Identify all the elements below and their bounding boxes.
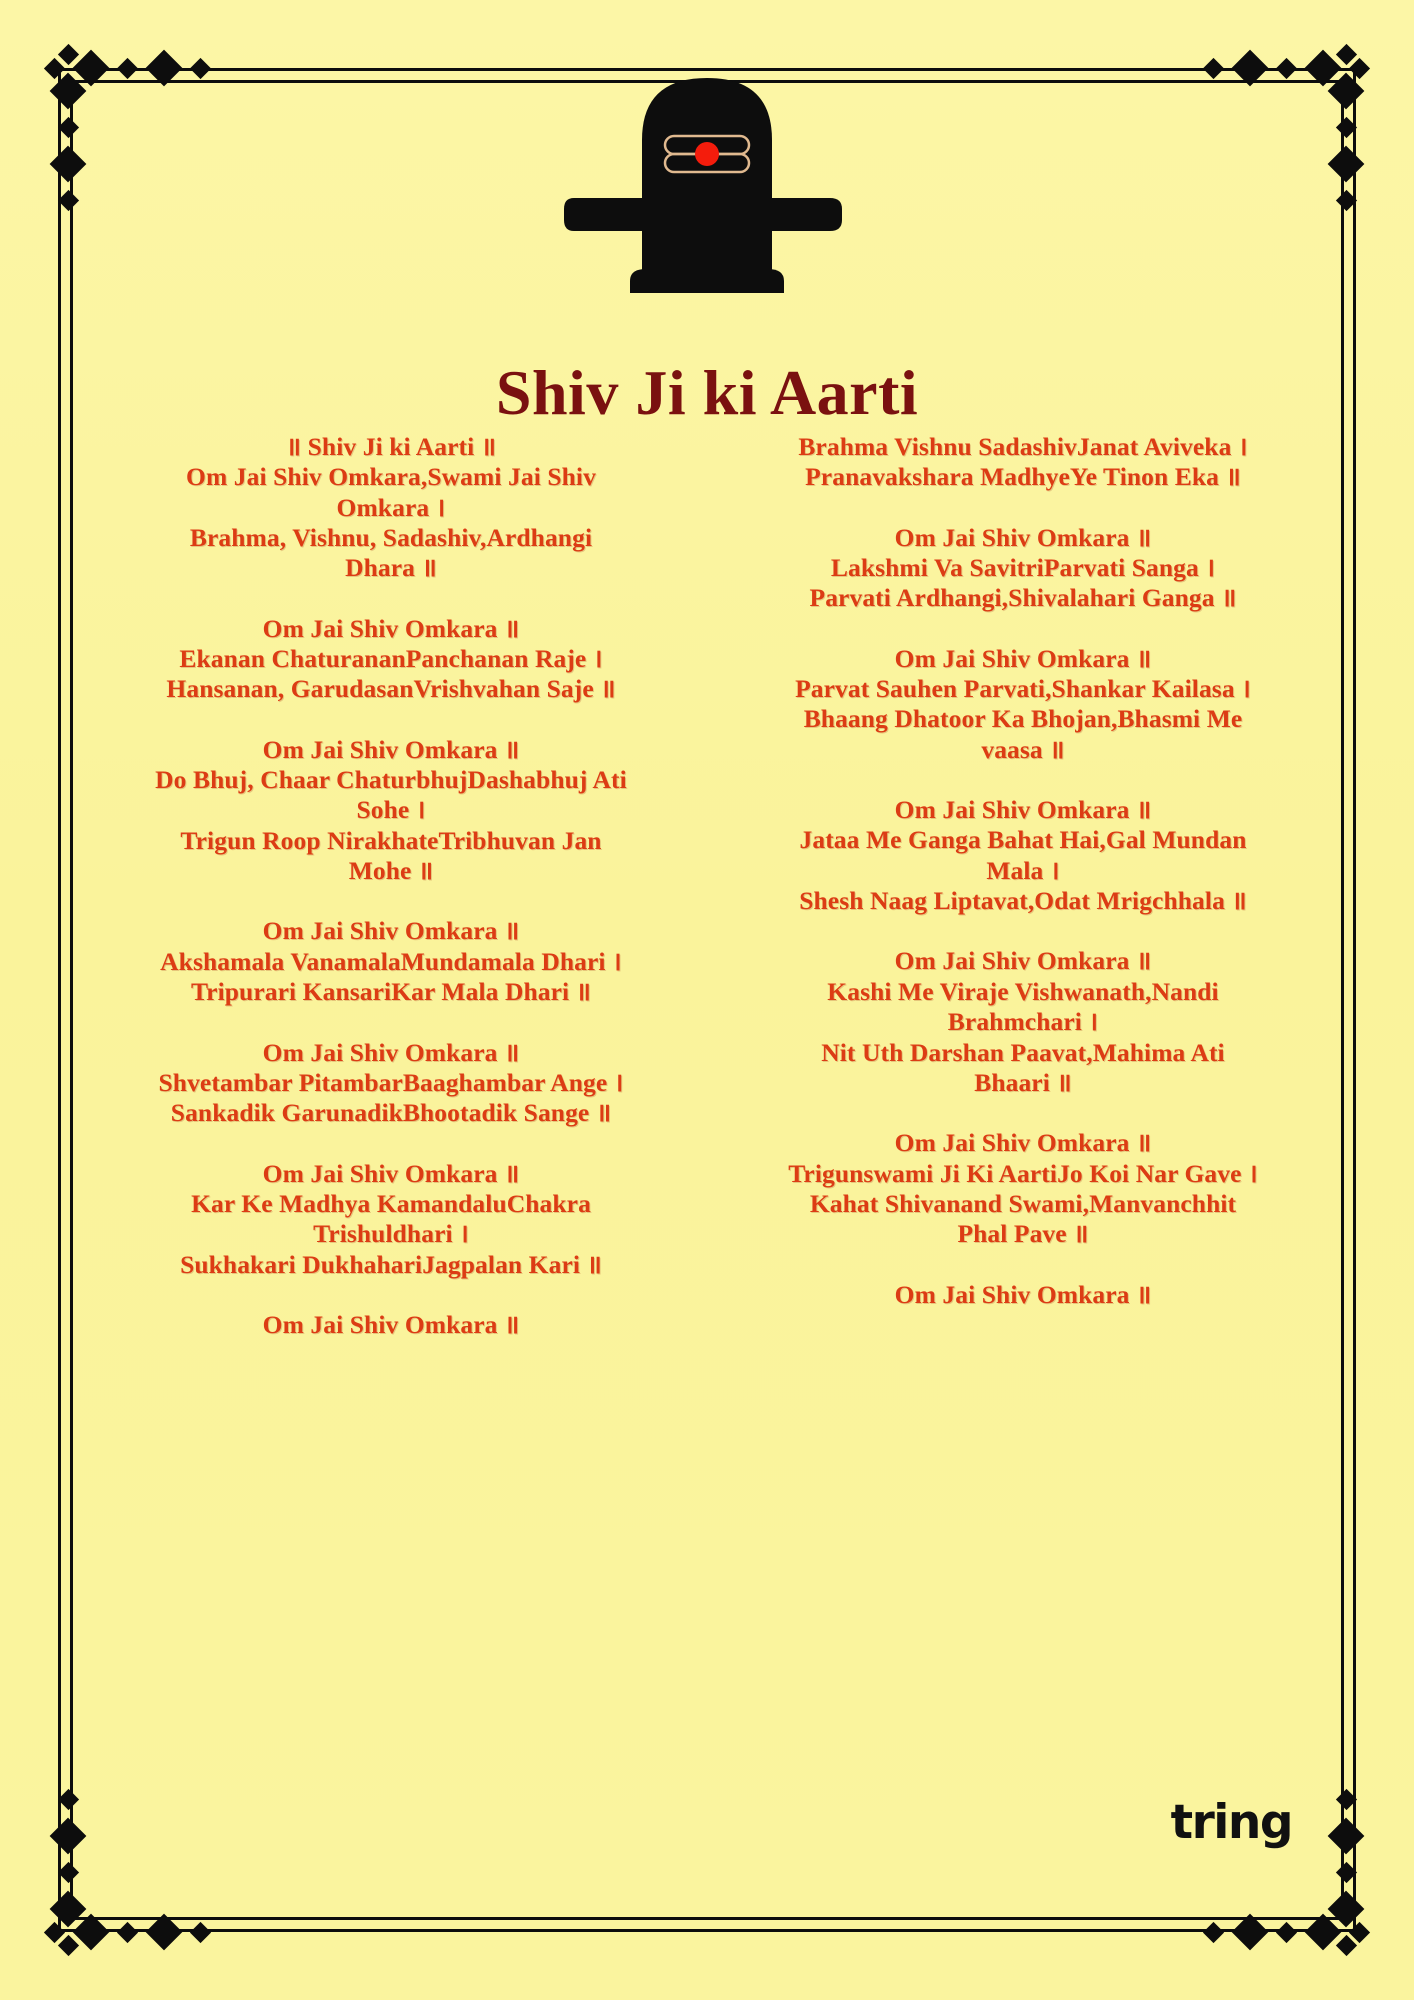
lyrics-line: Phal Pave ॥ bbox=[957, 1219, 1089, 1249]
lyrics-line: Mala । bbox=[986, 855, 1060, 885]
shiva-lingam-icon-wrapper bbox=[0, 78, 1414, 293]
lyrics-stanza bbox=[96, 916, 686, 1007]
lyrics-stanza bbox=[96, 614, 686, 705]
lyrics-line: Nit Uth Darshan Paavat,Mahima Ati bbox=[821, 1037, 1225, 1067]
lyrics-line: Om Jai Shiv Omkara ॥ bbox=[262, 1037, 520, 1067]
lyrics-stanza bbox=[728, 946, 1318, 1098]
lyrics-line: Om Jai Shiv Omkara ॥ bbox=[894, 946, 1152, 976]
lyrics-line: Parvat Sauhen Parvati,Shankar Kailasa । bbox=[795, 674, 1251, 704]
shiva-lingam-icon bbox=[562, 78, 852, 293]
lyrics-column-left bbox=[96, 432, 686, 1340]
lyrics-line: Sohe । bbox=[356, 795, 426, 825]
lyrics-line: Bhaari ॥ bbox=[974, 1067, 1072, 1097]
lyrics-line: Trigunswami Ji Ki AartiJo Koi Nar Gave । bbox=[788, 1158, 1258, 1188]
lyrics-line: Tripurari KansariKar Mala Dhari ॥ bbox=[190, 977, 592, 1007]
lyrics-line: Jataa Me Ganga Bahat Hai,Gal Mundan bbox=[799, 825, 1247, 855]
lyrics-stanza bbox=[728, 432, 1318, 493]
lyrics-line: Om Jai Shiv Omkara ॥ bbox=[894, 795, 1152, 825]
lyrics-line: Kahat Shivanand Swami,Manvanchhit bbox=[809, 1188, 1237, 1218]
lyrics-line: Trigun Roop NirakhateTribhuvan Jan bbox=[180, 825, 602, 855]
lyrics-stanza bbox=[728, 523, 1318, 614]
lyrics-line: Om Jai Shiv Omkara ॥ bbox=[262, 916, 520, 946]
lyrics-stanza bbox=[728, 1128, 1318, 1249]
lyrics-line: Brahmchari । bbox=[947, 1007, 1099, 1037]
lyrics-stanza bbox=[96, 735, 686, 887]
lyrics-line: Kashi Me Viraje Vishwanath,Nandi bbox=[827, 976, 1219, 1006]
lyrics-line: Parvati Ardhangi,Shivalahari Ganga ॥ bbox=[809, 583, 1237, 613]
lyrics-line: Om Jai Shiv Omkara ॥ bbox=[262, 613, 520, 643]
lyrics-stanza bbox=[96, 1038, 686, 1129]
lyrics-columns bbox=[96, 432, 1318, 1340]
lyrics-stanza bbox=[96, 1310, 686, 1340]
lyrics-stanza bbox=[96, 1159, 686, 1280]
lyrics-line: Do Bhuj, Chaar ChaturbhujDashabhuj Ati bbox=[155, 765, 627, 795]
lyrics-line: Ekanan ChaturananPanchanan Raje । bbox=[179, 644, 603, 674]
lyrics-line: Mohe ॥ bbox=[348, 856, 434, 886]
lyrics-line: Brahma, Vishnu, Sadashiv,Ardhangi bbox=[189, 523, 593, 553]
bindi-dot bbox=[695, 142, 719, 166]
lyrics-line: Shesh Naag Liptavat,Odat Mrigchhala ॥ bbox=[799, 886, 1247, 916]
lyrics-line: vaasa ॥ bbox=[981, 734, 1065, 764]
lyrics-line: Dhara ॥ bbox=[345, 553, 437, 583]
lyrics-line: Om Jai Shiv Omkara ॥ bbox=[894, 1279, 1152, 1309]
lyrics-line: Om Jai Shiv Omkara ॥ bbox=[262, 1309, 520, 1339]
lyrics-line: Hansanan, GarudasanVrishvahan Saje ॥ bbox=[166, 674, 616, 704]
lyrics-stanza bbox=[728, 1280, 1318, 1310]
page-title: Shiv Ji ki Aarti bbox=[495, 356, 919, 428]
lyrics-line: Om Jai Shiv Omkara,Swami Jai Shiv bbox=[186, 462, 596, 492]
lyrics-line: Omkara । bbox=[336, 492, 446, 522]
lyrics-stanza bbox=[728, 795, 1318, 916]
lyrics-stanza bbox=[96, 432, 686, 584]
lyrics-line: ॥ Shiv Ji ki Aarti ॥ bbox=[285, 432, 497, 461]
lyrics-line: Pranavakshara MadhyeYe Tinon Eka ॥ bbox=[805, 462, 1241, 492]
lyrics-line: Sukhakari DukhahariJagpalan Kari ॥ bbox=[180, 1249, 602, 1279]
lyrics-line: Akshamala VanamalaMundamala Dhari । bbox=[160, 946, 622, 976]
lyrics-column-right bbox=[728, 432, 1318, 1340]
lyrics-line: Lakshmi Va SavitriParvati Sanga । bbox=[830, 553, 1216, 583]
lyrics-line: Om Jai Shiv Omkara ॥ bbox=[262, 734, 520, 764]
tring-logo: tring bbox=[1170, 1795, 1292, 1850]
lyrics-line: Sankadik GarunadikBhootadik Sange ॥ bbox=[170, 1098, 612, 1128]
lyrics-line: Bhaang Dhatoor Ka Bhojan,Bhasmi Me bbox=[803, 704, 1243, 734]
lyrics-line: Om Jai Shiv Omkara ॥ bbox=[894, 1128, 1152, 1158]
lyrics-line: Om Jai Shiv Omkara ॥ bbox=[894, 643, 1152, 673]
lyrics-line: Shvetambar PitambarBaaghambar Ange । bbox=[158, 1067, 624, 1097]
lyrics-line: Om Jai Shiv Omkara ॥ bbox=[262, 1158, 520, 1188]
lyrics-stanza bbox=[728, 644, 1318, 765]
lyrics-line: Trishuldhari । bbox=[313, 1219, 469, 1249]
lyrics-line: Kar Ke Madhya KamandaluChakra bbox=[191, 1188, 591, 1218]
lyrics-line: Brahma Vishnu SadashivJanat Aviveka । bbox=[798, 432, 1248, 461]
lyrics-line: Om Jai Shiv Omkara ॥ bbox=[894, 522, 1152, 552]
